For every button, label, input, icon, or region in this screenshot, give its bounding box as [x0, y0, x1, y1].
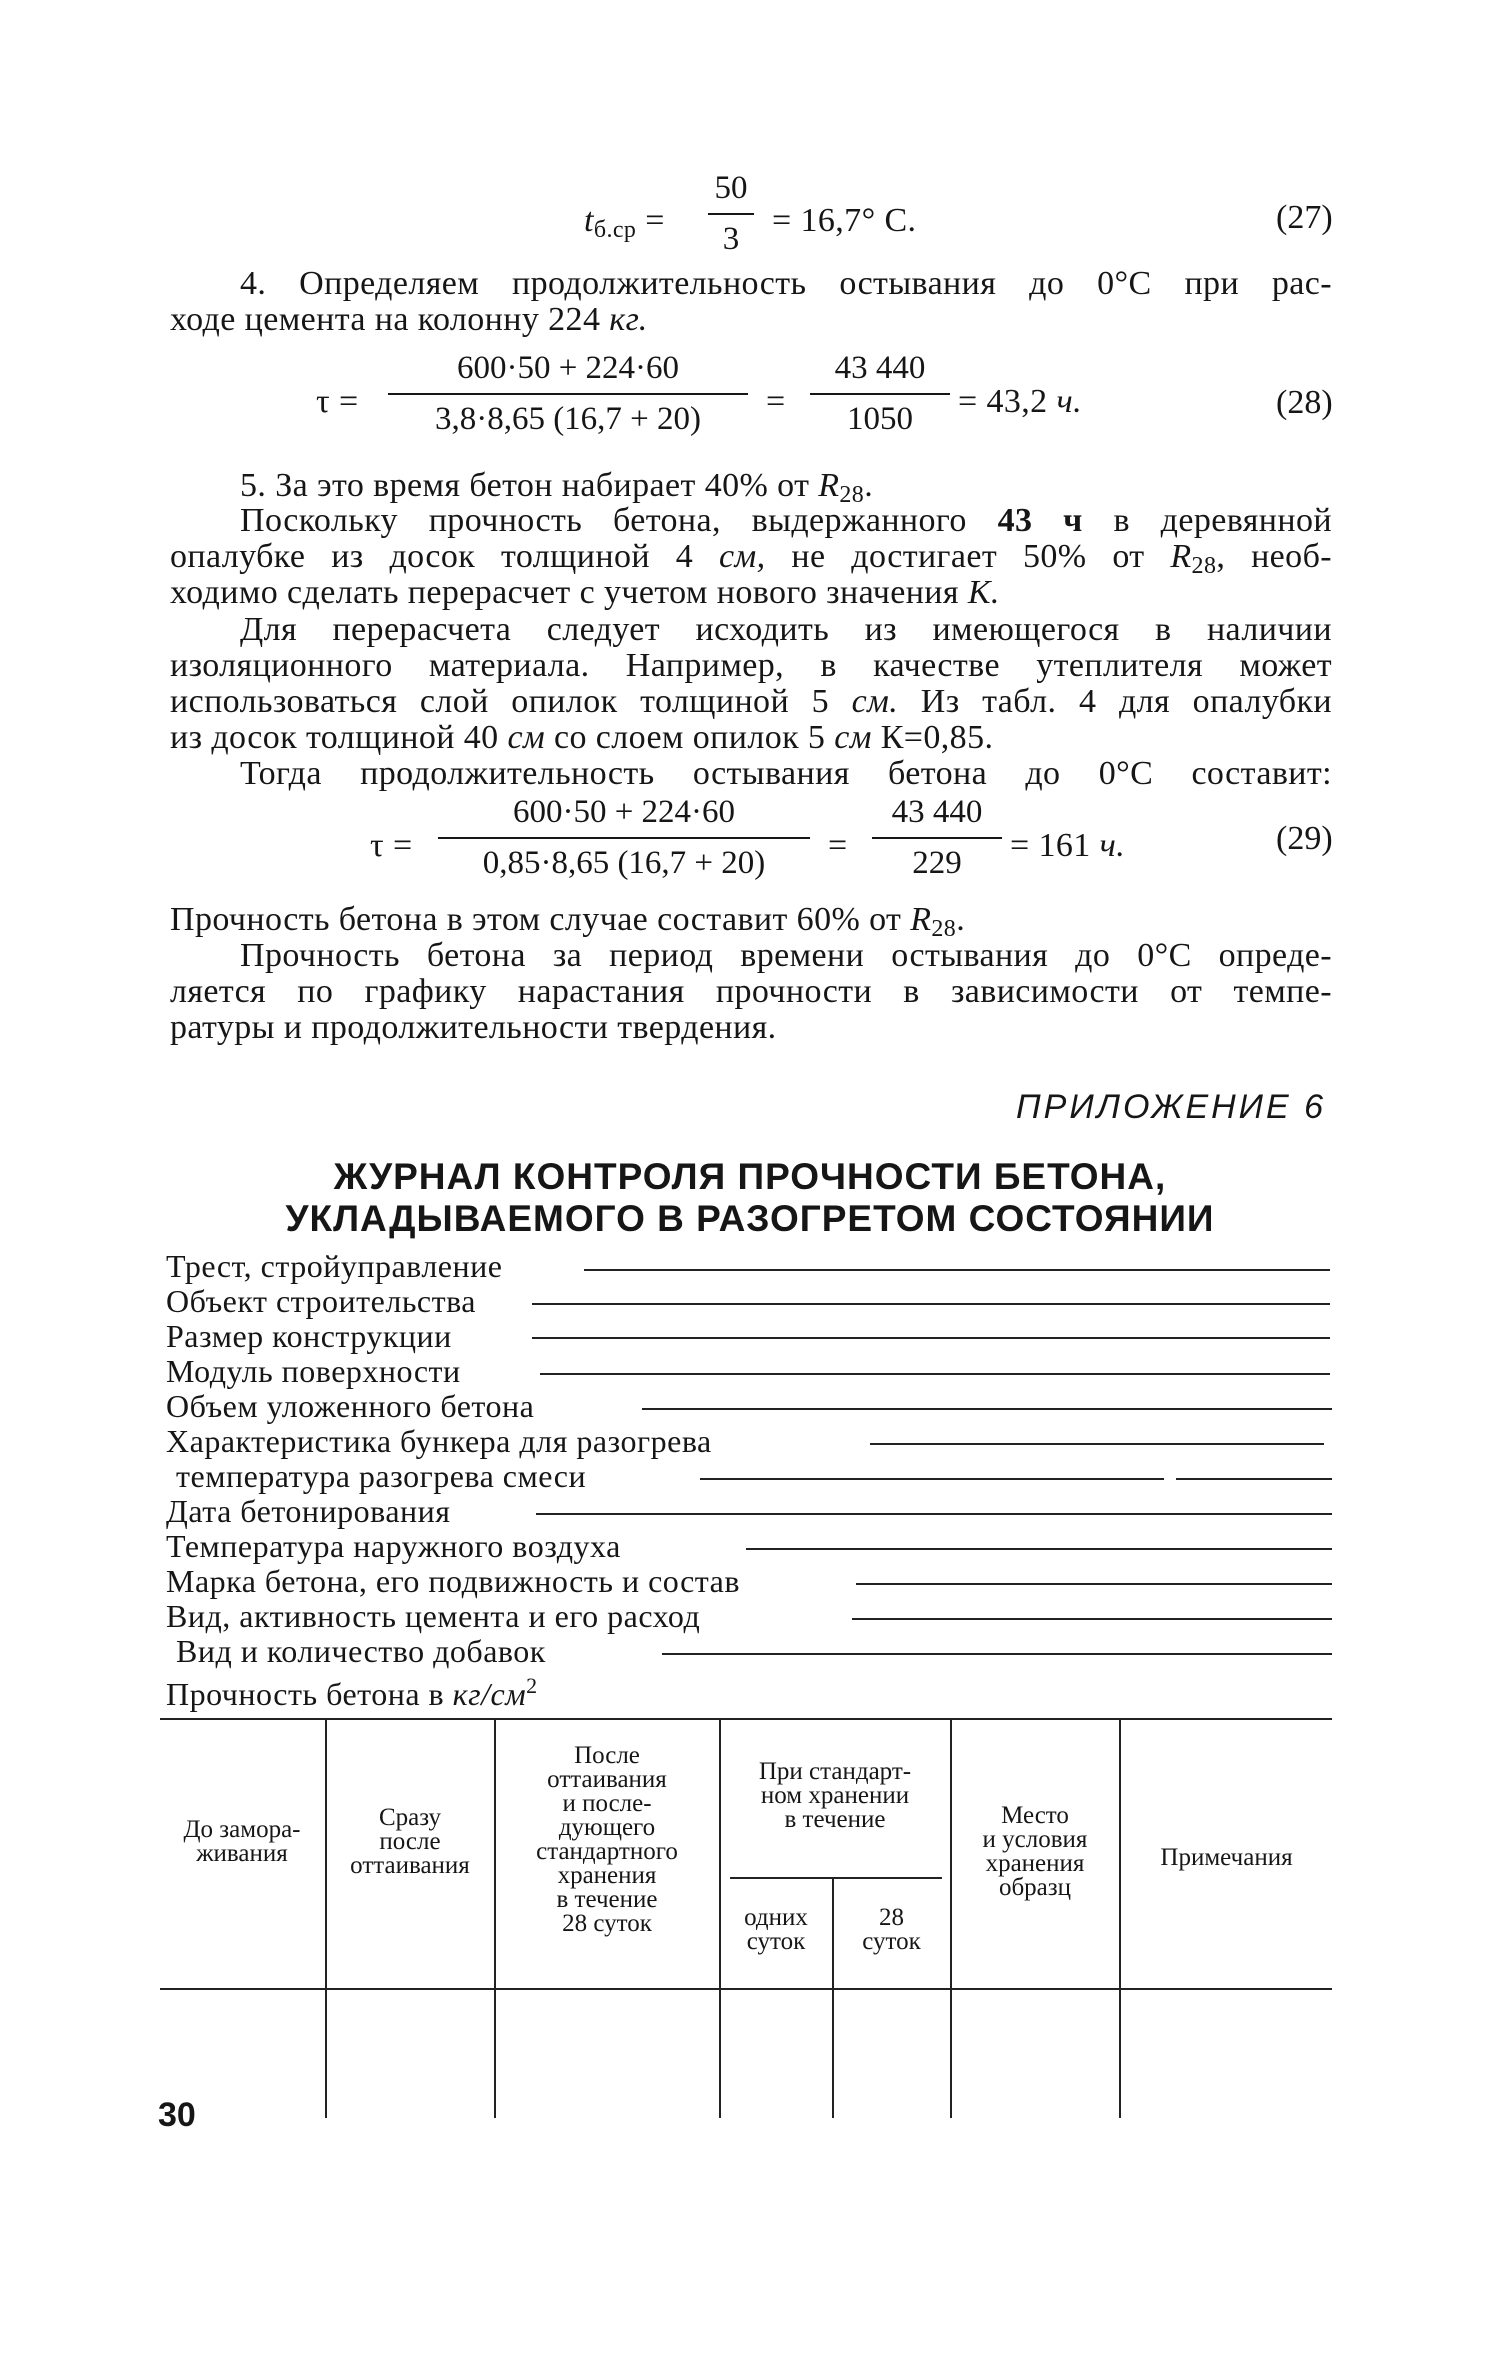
field-concrete-volume: Объем уложенного бетона [166, 1388, 535, 1424]
paragraph-5: 5. За это время бетон набирает 40% от $R_{28}$. [240, 467, 874, 508]
field-trust-line[interactable] [584, 1269, 1330, 1271]
field-additives: Вид и количество добавок [176, 1633, 546, 1669]
field-surface-modulus: Модуль поверхности [166, 1353, 461, 1389]
eq27-fraction [708, 170, 754, 258]
field-air-temperature: Температура наружного воздуха [166, 1528, 621, 1564]
paragraph-6-line-3: ходимо сделать перерасчет с учетом нового значения К. [170, 574, 1000, 611]
paragraph-10-line-2: ляется по графику нарастания прочности в зависимости от темпе- [170, 973, 1332, 1010]
paragraph-4-line-2: ходе цемента на колонну 224 кг. [170, 301, 648, 338]
eq28-denominator-1: 3,8·8,65 (16,7 + 20) [388, 393, 748, 438]
field-air-temperature-line[interactable] [746, 1548, 1332, 1550]
table-col-divider-5 [950, 1718, 952, 2118]
eq29-equals: = [828, 827, 848, 864]
field-cement-line[interactable] [852, 1618, 1332, 1620]
paragraph-9: Прочность бетона в этом случае составит 60% от $R_{28}$. [170, 901, 966, 942]
header-after-thaw-28-days: После оттаивания и после- дующего стандартного хранения в течение 28 суток [536, 1742, 678, 1937]
journal-title-line-1: ЖУРНАЛ КОНТРОЛЯ ПРОЧНОСТИ БЕТОНА, [333, 1156, 1167, 1197]
paragraph-10-line-1: Прочность бетона за период времени остывания до 0°С опреде- [240, 937, 1332, 974]
eq29-rhs: = 161 ч. [1010, 827, 1126, 864]
appendix-label: ПРИЛОЖЕНИЕ 6 [1016, 1088, 1327, 1126]
field-concreting-date: Дата бетонирования [166, 1493, 451, 1529]
field-bunker: Характеристика бункера для разогрева [166, 1423, 712, 1459]
eq28-number: (28) [1276, 384, 1333, 421]
field-cement: Вид, активность цемента и его расход [166, 1598, 701, 1634]
table-subheader-border [730, 1877, 942, 1879]
eq27-numerator: 50 [714, 170, 748, 206]
eq28-denominator-2: 1050 [810, 393, 950, 438]
paragraph-7-line-3: использоваться слой опилок толщиной 5 см. Из табл. 4 для опалубки [170, 683, 1332, 720]
field-additives-line[interactable] [662, 1653, 1332, 1655]
eq29-denominator-1: 0,85·8,65 (16,7 + 20) [438, 837, 810, 882]
eq29-fraction-1 [438, 794, 810, 882]
eq28-numerator-1: 600·50 + 224·60 [456, 350, 680, 386]
eq29-fraction-2 [872, 794, 1002, 882]
field-concrete-volume-line[interactable] [642, 1408, 1332, 1410]
eq29-numerator-2: 43 440 [891, 794, 983, 830]
eq28-rhs: = 43,2 ч. [958, 383, 1083, 420]
table-col-divider-1 [325, 1718, 327, 2118]
eq29-number: (29) [1276, 820, 1333, 857]
paragraph-7-line-1: Для перерасчета следует исходить из имеющегося в наличии [240, 611, 1332, 648]
field-size-line[interactable] [532, 1337, 1330, 1339]
field-surface-modulus-line[interactable] [540, 1373, 1330, 1375]
eq28-lhs: τ = [316, 383, 359, 420]
eq27-number: (27) [1276, 199, 1333, 236]
eq28-equals: = [766, 383, 786, 420]
eq28-fraction-2 [810, 350, 950, 438]
header-notes: Примечания [1160, 1844, 1293, 1871]
field-heating-temperature-line-1[interactable] [700, 1478, 1164, 1480]
field-object-line[interactable] [532, 1303, 1330, 1305]
field-size: Размер конструкции [166, 1318, 452, 1354]
field-concreting-date-line[interactable] [536, 1513, 1332, 1515]
paragraph-10-line-3: ратуры и продолжительности твердения. [170, 1009, 777, 1046]
eq27-rhs: = 16,7° С. [772, 202, 917, 239]
table-header-bottom-border [160, 1988, 1332, 1990]
field-concrete-grade: Марка бетона, его подвижность и состав [166, 1563, 740, 1599]
header-one-day: одних суток [744, 1904, 808, 1955]
paragraph-7-line-4: из досок толщиной 40 см со слоем опилок 5 см К=0,85. [170, 719, 994, 756]
eq29-denominator-2: 229 [872, 837, 1002, 882]
header-before-freeze: До замора- живания [183, 1816, 301, 1867]
journal-title-line-2: УКЛАДЫВАЕМОГО В РАЗОГРЕТОМ СОСТОЯНИИ [285, 1198, 1215, 1239]
eq27-lhs: $t_{б.ср}$ = [584, 202, 665, 243]
field-bunker-line[interactable] [870, 1443, 1324, 1445]
paragraph-8: Тогда продолжительность остывания бетона до 0°С составит: [240, 755, 1332, 792]
paragraph-6-line-2: опалубке из досок толщиной 4 см, не достигает 50% от $R_{28}$, необ- [170, 538, 1332, 579]
paragraph-7-line-2: изоляционного материала. Например, в качестве утеплителя может [170, 647, 1332, 684]
paragraph-6-line-1: Поскольку прочность бетона, выдержанного 43 ч в деревянной [240, 502, 1332, 539]
header-after-thaw: Сразу после оттаивания [350, 1804, 470, 1879]
header-28-days: 28 суток [862, 1904, 921, 1955]
table-col-divider-6 [1119, 1718, 1121, 2118]
paragraph-4-line-1: 4. Определяем продолжительность остывания до 0°С при рас- [240, 265, 1332, 302]
eq29-numerator-1: 600·50 + 224·60 [512, 794, 736, 830]
eq27-denominator: 3 [708, 213, 754, 258]
header-storage-place: Место и условия хранения образц [982, 1802, 1088, 1901]
field-strength: Прочность бетона в $кг/см^2$ [166, 1673, 538, 1712]
field-trust: Трест, стройуправление [166, 1248, 503, 1284]
field-object: Объект строительства [166, 1283, 476, 1319]
page-number: 30 [158, 2096, 196, 2134]
eq28-numerator-2: 43 440 [834, 350, 926, 386]
eq28-fraction-1 [388, 350, 748, 438]
table-top-border [160, 1718, 1332, 1720]
field-concrete-grade-line[interactable] [856, 1583, 1332, 1585]
header-standard-storage: При стандарт- ном хранении в течение [758, 1758, 912, 1833]
eq29-lhs: τ = [370, 827, 413, 864]
field-heating-temperature: температура разогрева смеси [176, 1458, 587, 1494]
field-heating-temperature-line-2[interactable] [1176, 1478, 1332, 1480]
